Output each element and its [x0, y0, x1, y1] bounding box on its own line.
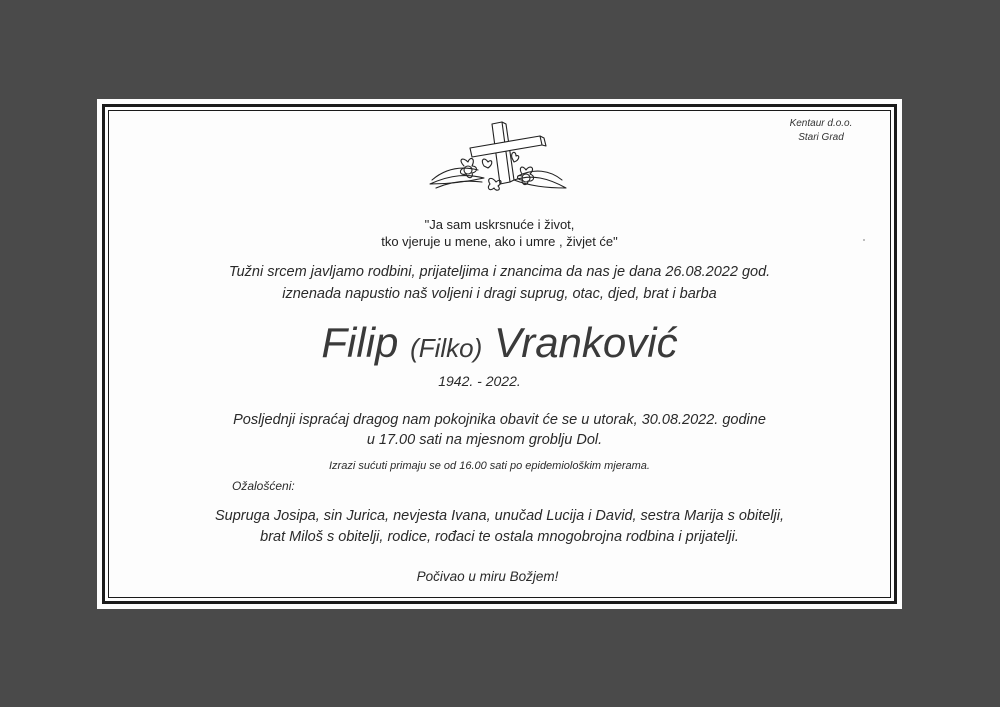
- agency-location: Stari Grad: [798, 132, 844, 143]
- closing-blessing: Počivao u miru Božjem!: [416, 569, 559, 584]
- bible-quote-line-1: "Ja sam uskrsnuće i život,: [424, 217, 575, 232]
- funeral-agency: [766, 117, 876, 145]
- cross-with-flowers-icon: [422, 118, 572, 200]
- condolences-note: Izrazi sućuti primaju se od 16.00 sati po epidemiološkim mjerama.: [329, 460, 650, 472]
- deceased-name: [97, 319, 902, 372]
- announcement-line-1: Tužni srcem javljamo rodbini, prijateljima i znancima da nas je dana 26.08.2022 god.: [228, 264, 771, 280]
- first-name: Filip: [321, 319, 399, 366]
- mourners-line-2: brat Miloš s obitelji, rodice, rođaci te ostala mnogobrojna rodbina i prijatelji.: [260, 529, 739, 545]
- funeral-line-1: Posljednji ispraćaj dragog nam pokojnika obavit će se u utorak, 30.08.2022. godine: [233, 412, 766, 428]
- mourners-line-1: Supruga Josipa, sin Jurica, nevjesta Ivana, unučad Lucija i David, sestra Marija s obitelji,: [214, 508, 784, 524]
- funeral-line-2: u 17.00 sati na mjesnom groblju Dol.: [366, 432, 603, 448]
- bible-quote-line-2: tko vjeruje u mene, ako i umre , živjet će": [381, 234, 618, 249]
- agency-name: Kentaur d.o.o.: [789, 118, 853, 129]
- obituary-card: [97, 99, 902, 609]
- nickname: (Filko): [410, 333, 483, 363]
- last-name: Vranković: [493, 319, 678, 366]
- life-years: 1942. - 2022.: [438, 373, 521, 389]
- mourners-label: Ožalošćeni:: [232, 479, 295, 493]
- announcement-line-2: iznenada napustio naš voljeni i dragi suprug, otac, djed, brat i barba: [282, 286, 717, 302]
